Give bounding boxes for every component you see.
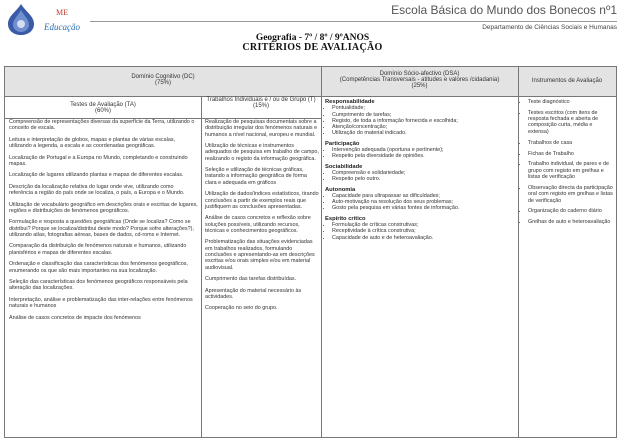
- work-criterion: Cooperação no seio do grupo.: [205, 305, 278, 312]
- header-divider: [90, 21, 617, 22]
- test-criterion: Localização de Portugal e a Europa no Mundo, completando e construindo mapas.: [9, 154, 188, 167]
- instrument-item: • Teste diagnóstico: [528, 99, 614, 105]
- document-title: CRITÉRIOS DE AVALIAÇÃO: [242, 42, 383, 53]
- school-logo-icon: [4, 2, 38, 36]
- attitude-group-title: Autonomia: [325, 186, 356, 193]
- attitude-item: • Pontualidade;: [332, 105, 516, 111]
- test-criterion: Compreensão de representações diversas da superfície da Terra, utilizando o conceito de escala.: [9, 119, 195, 132]
- works-subheader-label: Trabalhos Individuais e / ou de Grupo (T): [206, 97, 316, 103]
- attitude-item: • Receptividade à crítica construtiva;: [332, 228, 516, 234]
- test-criterion: Ordenação e classificação das características dos fenómenos geográficos, enumerando os que são mais importantes na sua localização.: [9, 261, 188, 274]
- test-criterion: Utilização de vocabulário geográfico em descrições orais e escritas de lugares, regiões e distribuições de fenómenos geográficos.: [9, 201, 198, 214]
- test-criterion: Leitura e interpretação de globos, mapas e plantas de várias escalas, utilizando a legenda, a escala e as coordenadas geográficas.: [9, 136, 176, 150]
- ministry-logo-bottom: Educação: [44, 22, 80, 32]
- attitude-list: [325, 193, 516, 212]
- attitude-item: • Intervenção adequada (oportuna e pertinente);: [332, 147, 516, 153]
- department-name: Departamento de Ciências Sociais e Humanas: [482, 24, 617, 31]
- attitude-group-title: Participação: [325, 140, 360, 147]
- socioaffective-header-label: Domínio Sócio-afectivo (DSA): [379, 71, 460, 77]
- attitude-group-title: Espírito crítico: [325, 215, 366, 222]
- attitude-item: • Gosto pela pesquisa em várias fontes de informação.: [332, 205, 516, 211]
- page-header: [0, 0, 625, 53]
- socioaffective-header-sub: (Competências Transversais - atitudes e valores /cidadania): [339, 77, 500, 83]
- tests-subheader-label: Testes de Avaliação (TA): [70, 102, 136, 108]
- column-divider: [518, 67, 519, 437]
- instrument-item: • Grelhas de auto e heteroavaliação: [528, 219, 614, 225]
- work-criterion: Utilização de dados/índices estatísticos, tirando conclusões a partir de exemplos reais que justifiquem as conclusões apresentadas.: [205, 191, 319, 210]
- attitude-list: [325, 147, 516, 160]
- attitudes-column: [325, 99, 516, 245]
- cognitive-header: [5, 67, 321, 97]
- test-criterion: Formulação e resposta a questões geográficas (Onde se localiza? Como se distribui? Porque se localiza/distribui deste modo? Porque sofre alterações?), utilizando atlas, fotografias aéreas, bases de dados, cd-roms e Internet.: [9, 219, 194, 238]
- attitude-list: [325, 170, 516, 183]
- instruments-header: [518, 67, 616, 97]
- school-name: Escola Básica do Mundo dos Bonecos nº1: [391, 3, 617, 17]
- attitude-list: [325, 105, 516, 136]
- work-criterion: Problematização das situações evidenciadas em trabalhos realizados, formulando conclusões e apresentando-as em descrições escritas e/ou orais simples e/ou em material audiovisual.: [205, 239, 315, 271]
- work-criterion: Utilização de técnicas e instrumentos adequados de pesquisa em trabalho de campo, realizando o registo da informação geográfica.: [205, 143, 319, 162]
- tests-subheader: [5, 97, 201, 119]
- work-criterion: Análise de casos concretos e reflexão sobre soluções possíveis, utilizando recursos, técnicas e conhecimentos geográficos.: [205, 215, 311, 234]
- works-subheader-pct: (15%): [252, 103, 269, 109]
- instrument-item: • Organização do caderno diário: [528, 208, 614, 214]
- instrument-item: • Testes escritos (com itens de resposta fechada e aberta de composição curta, média e extensa): [528, 110, 614, 135]
- instrument-item: • Fichas de Trabalho: [528, 151, 614, 157]
- test-criterion: Descrição da localização relativa do lugar onde vive, utilizando como referência a região do país onde se localiza, o país, a Europa e o Mundo.: [9, 183, 185, 197]
- attitude-group-title: Responsabilidade: [325, 99, 375, 105]
- socioaffective-header-pct: (25%): [411, 83, 428, 89]
- attitude-item: • Auto-motivação na resolução dos seus problemas;: [332, 199, 516, 205]
- test-criterion: Seleção das características dos fenómenos geográficos responsáveis pela alteração das localizações.: [9, 279, 188, 292]
- works-column: [205, 119, 319, 317]
- test-criterion: Análise de casos concretos de impacte dos fenómenos: [9, 314, 141, 321]
- attitude-item: • Compreensão e solidariedade;: [332, 170, 516, 176]
- column-divider: [201, 97, 202, 437]
- work-criterion: Realização de pesquisas documentais sobre a distribuição irregular dos fenómenos naturais e humanos a nível nacional, europeu e mundial.: [205, 119, 318, 138]
- attitude-item: • Cumprimento de tarefas;: [332, 112, 516, 118]
- tests-column: [9, 119, 198, 326]
- attitude-item: • Respeito pelo outro.: [332, 176, 516, 182]
- attitude-item: • Atenção/concentração;: [332, 124, 516, 130]
- instruments-column: [521, 99, 614, 230]
- cognitive-header-label: Domínio Cognitivo (DC): [131, 74, 195, 80]
- instrument-item: • Trabalho individual, de pares e de grupo com registo em grelhas e listas de verificação: [528, 161, 614, 180]
- work-criterion: Seleção e utilização de técnicas gráficas, tratando a informação geográfica de forma clara e adequada em gráficos: [205, 167, 307, 186]
- socioaffective-header: [321, 67, 518, 97]
- attitude-item: • Formulação de críticas construtivas;: [332, 222, 516, 228]
- test-criterion: Interpretação, análise e problematização das inter-relações entre fenómenos naturais e humanos: [9, 296, 193, 310]
- subject-title: Geografia - 7º / 8º / 9ºANOS: [255, 33, 370, 43]
- instruments-header-label: Instrumentos de Avaliação: [531, 78, 603, 84]
- test-criterion: Localização de lugares utilizando plantas e mapas de diferentes escalas.: [9, 172, 184, 179]
- attitude-item: • Respeito pela diversidade de opiniões.: [332, 153, 516, 159]
- attitude-item: • Registo, de toda a informação fornecida e escolhida;: [332, 118, 516, 124]
- attitude-item: • Capacidade de auto e de heteroavaliação.: [332, 235, 516, 241]
- work-criterion: Apresentação do material necessário às actividades.: [205, 287, 302, 300]
- attitude-item: • Utilização do material indicado.: [332, 130, 516, 136]
- test-criterion: Comparação da distribuição de fenómenos naturais e humanos, utilizando planisférios e mapas de diferentes escalas.: [9, 243, 187, 256]
- instrument-item: • Observação directa da participação oral com registo em grelhas e listas de verificação: [528, 185, 614, 204]
- work-criterion: Cumprimento das tarefas distribuídas.: [205, 276, 297, 283]
- ministry-logo-top: ME: [56, 8, 68, 17]
- tests-subheader-pct: (60%): [94, 108, 111, 114]
- attitude-item: • Capacidade para ultrapassar as dificuldades;: [332, 193, 516, 199]
- cognitive-header-pct: (75%): [154, 80, 171, 86]
- ministry-logo: [44, 8, 78, 36]
- attitude-group-title: Sociabilidade: [325, 163, 363, 170]
- instrument-item: • Trabalhos de casa: [528, 140, 614, 146]
- works-subheader: [201, 97, 321, 119]
- criteria-table: [4, 66, 617, 438]
- attitude-list: [325, 222, 516, 241]
- instrument-list: [521, 99, 614, 226]
